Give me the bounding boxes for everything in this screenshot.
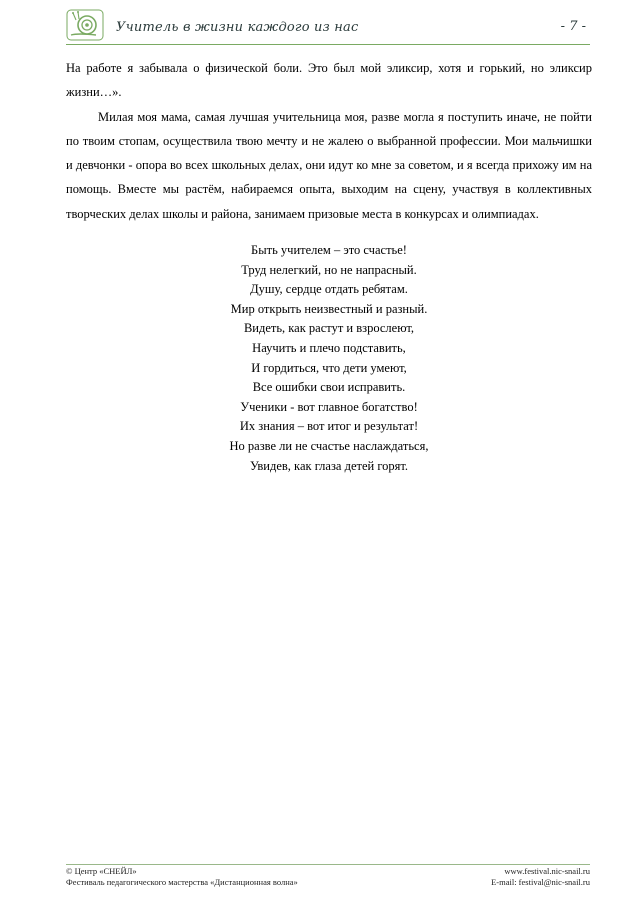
poem-line: Видеть, как растут и взрослеют, xyxy=(243,321,415,336)
poem-line: Труд нелегкий, но не напрасный. xyxy=(241,262,417,277)
poem-line: Их знания – вот итог и результат! xyxy=(239,419,419,434)
poem-line: Но разве ли не счастье наслаждаться, xyxy=(229,438,429,453)
paragraph: На работе я забывала о физической боли. Это был мой эликсир, хотя и горький, но эликсир жизни…». xyxy=(66,61,592,100)
page-number: - 7 - xyxy=(560,19,586,34)
footer-festival-name: Фестиваль педагогического мастерства «Дистанционная волна» xyxy=(66,877,298,887)
poem-line: Увидев, как глаза детей горят. xyxy=(249,458,409,473)
paragraph: Милая моя мама, самая лучшая учительница моя, разве могла я поступить иначе, не пойти по твоим стопам, осуществила твою мечту и не жалею о выбранной профессии. Мои мальчишки и девчонки - опора во всех школьных делах, они идут ко мне за советом, и я всегда прихожу им на помощь. Вместе мы растём, набираемся опыта, выходим на сцену, участвуя в коллективных творческих делах школы и района, занимаем призовые места в конкурсах и олимпиадах. xyxy=(66,109,592,221)
page-header xyxy=(66,8,590,44)
page-header-title: Учитель в жизни каждого из нас xyxy=(116,20,359,35)
poem-line: Быть учителем – это счастье! xyxy=(251,243,407,257)
poem-line: Все ошибки свои исправить. xyxy=(252,380,406,395)
poem-line: Ученики - вот главное богатство! xyxy=(240,399,418,414)
body-text xyxy=(66,56,592,226)
poem xyxy=(66,241,592,476)
footer-website-link[interactable]: www.festival.nic-snail.ru xyxy=(504,866,590,876)
footer-divider xyxy=(66,864,590,865)
footer-copyright: © Центр «СНЕЙЛ» xyxy=(66,866,137,876)
snail-logo-icon xyxy=(66,8,106,42)
footer-email-link[interactable]: E-mail: festival@nic-snail.ru xyxy=(491,877,590,887)
poem-line: Душу, сердце отдать ребятам. xyxy=(250,282,408,297)
footer-left xyxy=(66,866,298,888)
footer-right xyxy=(491,866,590,888)
header-divider xyxy=(66,44,590,45)
poem-line: Мир открыть неизвестный и разный. xyxy=(230,301,428,316)
poem-line: Научить и плечо подставить, xyxy=(252,340,406,355)
poem-line: И гордиться, что дети умеют, xyxy=(251,360,407,375)
